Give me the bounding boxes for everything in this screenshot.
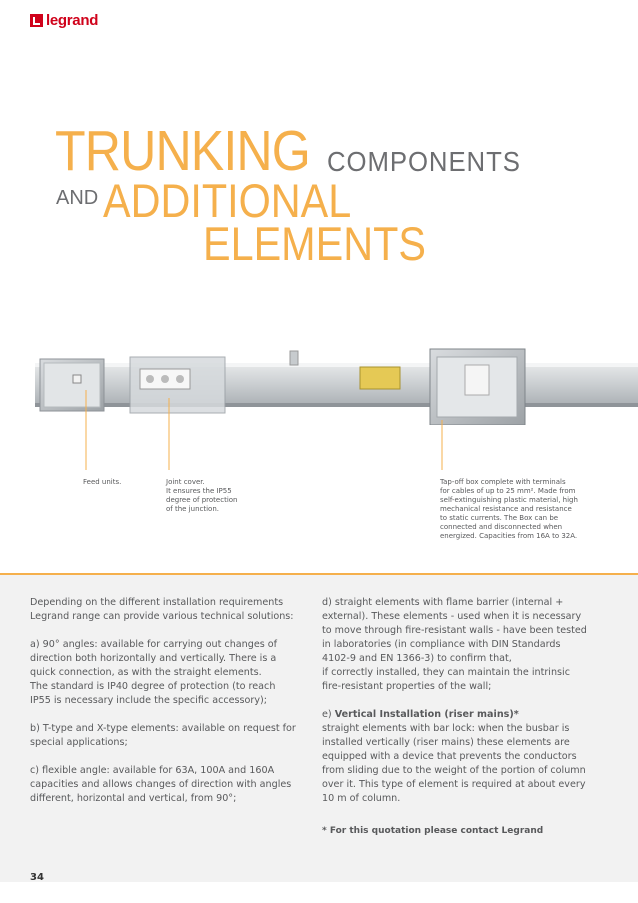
intro-line: Legrand range can provide various technical solutions: <box>30 611 294 622</box>
item-d-line: if correctly installed, they can maintain the intrinsic <box>322 667 570 678</box>
callout-line: Joint cover. <box>166 478 205 486</box>
item-c-line: c) flexible angle: available for 63A, 100A and 160A <box>30 765 275 776</box>
right-column <box>322 596 618 806</box>
brand-name: legrand <box>46 12 99 29</box>
callout-line: for cables of up to 25 mm². Made from <box>440 487 576 495</box>
item-e-line: straight elements with bar lock: when the busbar is <box>322 723 570 734</box>
title-trunking: TRUNKING <box>55 119 310 183</box>
busbar-trunking-photo <box>35 345 638 425</box>
item-e-line: over it. This type of element is required at about every <box>322 779 586 790</box>
item-a-line: The standard is IP40 degree of protection (to reach <box>30 681 276 692</box>
item-d-line: external). These elements - used when it is necessary <box>322 611 582 622</box>
intro-line: Depending on the different installation requirements <box>30 597 284 608</box>
item-c <box>30 764 300 806</box>
callout-line: energized. Capacities from 16A to 32A. <box>440 532 578 540</box>
item-b <box>30 722 300 750</box>
item-e-line: 10 m of column. <box>322 793 401 804</box>
item-c-line: capacities and allows changes of direction with angles <box>30 779 292 790</box>
item-e-line: equipped with a device that prevents the conductors <box>322 751 577 762</box>
item-e-heading <box>322 708 618 722</box>
busbar-rail <box>35 363 638 407</box>
item-d-line: in laboratories (in compliance with DIN Standards <box>322 639 561 650</box>
item-a-line: quick connection, as with the straight elements. <box>30 667 262 678</box>
legrand-logo <box>30 12 98 29</box>
page-number: 34 <box>30 872 44 883</box>
callout-line: degree of protection <box>166 496 238 504</box>
item-d <box>322 596 618 694</box>
item-d-line: d) straight elements with flame barrier (internal + <box>322 597 564 608</box>
item-d-line: 4102-9 and EN 1366-3) to confirm that, <box>322 653 512 664</box>
item-a-line: a) 90° angles: available for carrying out changes of <box>30 639 278 650</box>
callout-line: Tap-off box complete with terminals <box>440 478 566 486</box>
callout-line: connected and disconnected when <box>440 523 563 531</box>
callout-tap-off-box <box>440 478 600 541</box>
item-e-line: installed vertically (riser mains) these elements are <box>322 737 570 748</box>
callout-line: of the junction. <box>166 505 219 513</box>
callout-joint-cover <box>166 478 276 514</box>
left-column <box>30 596 300 806</box>
item-a <box>30 638 300 708</box>
item-b-line: special applications; <box>30 737 128 748</box>
item-e <box>322 708 618 806</box>
item-e-prefix: e) <box>322 709 335 720</box>
callout-line: self-extinguishing plastic material, high <box>440 496 578 504</box>
rating-label <box>360 367 400 389</box>
item-a-line: IP55 is necessary include the specific accessory); <box>30 695 267 706</box>
item-a-line: direction both horizontally and vertically. There is a <box>30 653 277 664</box>
item-b-line: b) T-type and X-type elements: available on request for <box>30 723 296 734</box>
title-and: AND <box>56 187 99 209</box>
title-elements: ELEMENTS <box>203 217 426 270</box>
item-c-line: different, horizontal and vertical, from 90°; <box>30 793 237 804</box>
item-d-line: to move through fire-resistant walls - have been tested <box>322 625 587 636</box>
item-d-line: fire-resistant properties of the wall; <box>322 681 492 692</box>
legrand-logo-mark <box>30 14 43 27</box>
item-e-title: Vertical Installation (riser mains)* <box>334 709 519 720</box>
item-e-line: from sliding due to the weight of the portion of column <box>322 765 586 776</box>
callout-line: mechanical resistance and resistance <box>440 505 572 513</box>
callout-line: It ensures the IP55 <box>166 487 232 495</box>
title-additional: ADDITIONAL <box>103 174 352 227</box>
callout-line: to static currents. The Box can be <box>440 514 559 522</box>
title-components: COMPONENTS <box>327 146 521 177</box>
footnote: * For this quotation please contact Legrand <box>322 826 544 836</box>
callout-feed-units: Feed units. <box>83 478 122 486</box>
